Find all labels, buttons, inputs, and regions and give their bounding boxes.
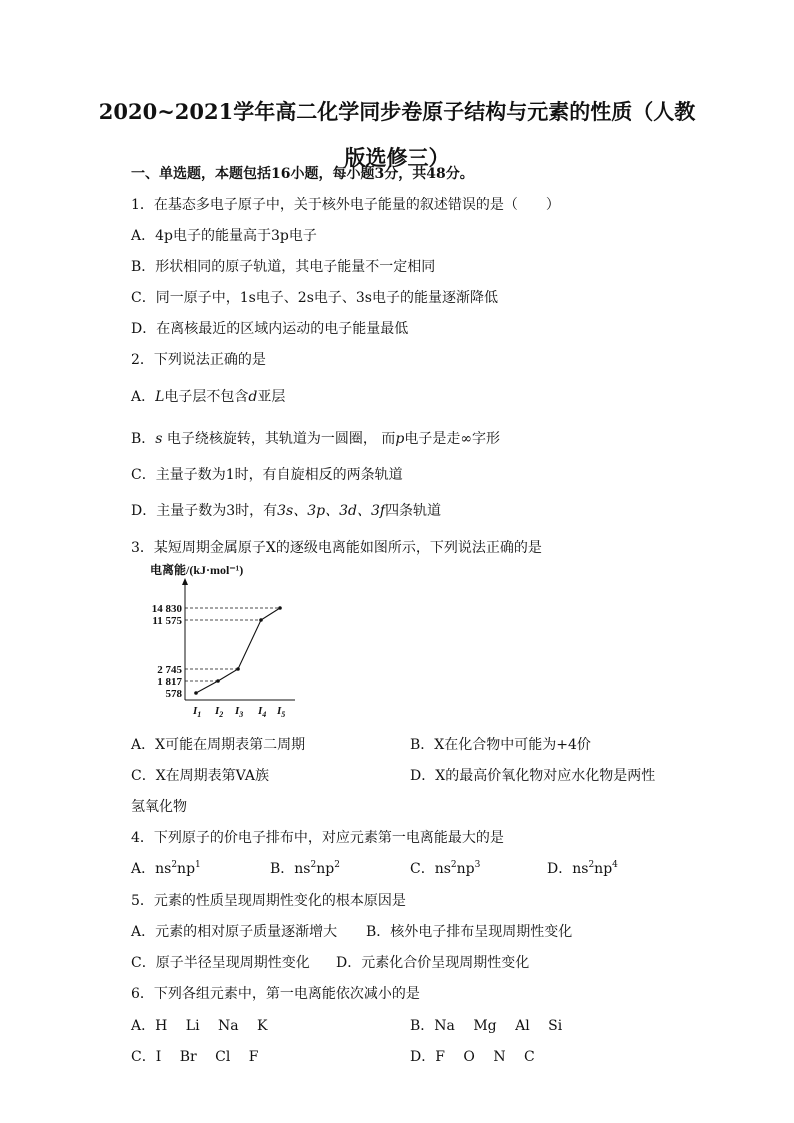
q4-c-np: np [456,861,475,877]
q2-b-suffix: 电子是走∞字形 [404,431,501,447]
q5-stem: 5．元素的性质呈现周期性变化的根本原因是 [131,893,406,909]
q2-b-prefix: B． [131,431,156,447]
q2-stem: 2．下列说法正确的是 [131,352,266,368]
q6-option-d: D．F O N C [410,1049,535,1065]
q2-d-prefix: D．主量子数为3时，有 [131,503,278,519]
q3-option-d-cont: 氢氧化物 [131,799,187,815]
q4-b-np: np [316,861,335,877]
q4-a-np: np [177,861,196,877]
q6-stem: 6．下列各组元素中，第一电离能依次减小的是 [131,986,420,1002]
x-tick-label-I2: $I_2$ [215,705,224,719]
q2-a-prefix: A． [131,389,156,405]
q5-option-b: B．核外电子排布呈现周期性变化 [366,924,573,940]
q4-a-sup-p: 1 [195,860,201,870]
q2-b-mid: 电子绕核旋转，其轨道为一圆圈， 而 [162,431,396,447]
q4-option-d [547,858,618,878]
q6-option-a: A．H Li Na K [131,1018,268,1034]
q6-option-c: C．I Br Cl F [131,1049,259,1065]
q4-d-sup-p: 4 [612,860,618,870]
q1-option-c: C．同一原子中，1s电子、2s电子、3s电子的能量逐渐降低 [131,290,498,306]
ionization-energy-line [196,608,280,693]
y-tick-label: 1 817 [157,676,182,688]
q2-a-suffix: 亚层 [257,389,286,405]
q2-option-c: C．主量子数为1时，有自旋相反的两条轨道 [131,467,403,483]
q5-option-a: A．元素的相对原子质量逐渐增大 [131,924,338,940]
q5-option-c: C．原子半径呈现周期性变化 [131,955,310,971]
q2-b-s: s [155,431,163,447]
q4-b-sup-p: 2 [334,860,340,870]
q1-option-d: D．在离核最近的区域内运动的电子能量最低 [131,321,409,337]
q2-a-shell: L [155,389,165,405]
q2-a-mid: 电子层不包含 [164,389,249,405]
q4-c-sup-p: 3 [474,860,481,870]
q4-d-text: D．ns [547,861,589,877]
q4-d-sup-s: 2 [588,860,595,870]
y-tick-label: 2 745 [157,664,182,676]
x-tick-label-I3: $I_3$ [235,705,244,719]
y-axis-arrow-icon [182,578,188,585]
page-title-line2: 版选修三） [344,145,450,170]
q4-b-sup-s: 2 [310,860,317,870]
y-tick-label: 11 575 [152,615,182,627]
q4-option-b [270,858,340,878]
section-heading: 一、单选题，本题包括16小题，每小题3分，共48分。 [131,166,474,182]
q2-option-d [131,500,441,520]
x-tick-label-I4: $I_4$ [258,705,267,719]
q4-option-c [410,858,480,878]
data-point-I4 [259,618,263,622]
q6-option-b: B．Na Mg Al Si [410,1018,563,1034]
chart-y-label: 电离能/(kJ·mol⁻¹) [150,563,244,577]
q3-option-b: B．X在化合物中可能为+4价 [410,737,591,753]
q1-option-b: B．形状相同的原子轨道，其电子能量不一定相同 [131,259,436,275]
y-tick-label: 14 830 [151,603,182,615]
data-point-I1 [194,691,198,695]
q2-d-suffix: 四条轨道 [385,503,442,519]
q2-d-orbitals: 3s、3p、3d、3f [277,503,386,519]
q2-option-a [131,386,285,406]
q2-option-b [131,428,500,448]
ionization-energy-chart [140,560,300,720]
q4-stem: 4．下列原子的价电子排布中，对应元素第一电离能最大的是 [131,830,504,846]
q3-option-d: D．X的最高价氧化物对应水化物是两性 [410,768,656,784]
q4-option-a [131,858,201,878]
q4-b-text: B．ns [270,861,311,877]
data-point-I3 [236,667,240,671]
data-point-I2 [216,679,220,683]
q3-stem: 3．某短周期金属原子X的逐级电离能如图所示，下列说法正确的是 [131,540,542,556]
y-tick-label: 578 [165,688,182,700]
q5-option-d: D．元素化合价呈现周期性变化 [336,955,530,971]
q4-c-text: C．ns [410,861,451,877]
q4-a-sup-s: 2 [171,860,178,870]
q2-b-p: p [395,431,405,447]
q2-a-subshell: d [248,389,258,405]
q4-c-sup-s: 2 [450,860,457,870]
data-point-I5 [278,606,282,610]
q1-option-a: A．4p电子的能量高于3p电子 [131,228,317,244]
page-title-line1: 2020~2021学年高二化学同步卷原子结构与元素的性质（人教 [98,99,696,124]
q3-option-a: A．X可能在周期表第二周期 [131,737,306,753]
x-tick-label-I5: $I_5$ [277,705,286,719]
q4-d-np: np [594,861,613,877]
q4-a-text: A．ns [131,861,172,877]
x-tick-label-I1: $I_1$ [193,705,202,719]
q3-option-c: C．X在周期表第VA族 [131,768,269,784]
q1-stem: 1．在基态多电子原子中，关于核外电子能量的叙述错误的是（ ） [131,197,560,213]
